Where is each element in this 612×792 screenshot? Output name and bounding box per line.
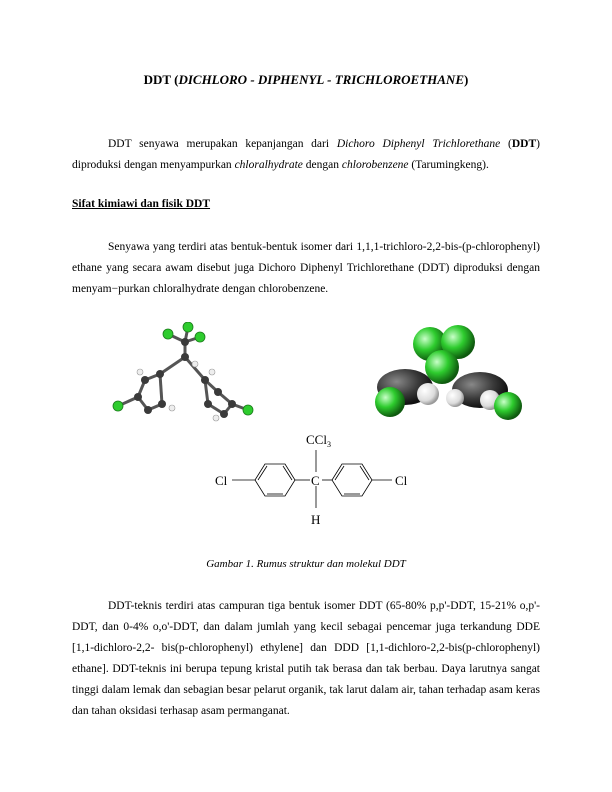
technical-ddt-paragraph: DDT-teknis terdiri atas campuran tiga bentuk isomer DDT (65-80% p,p'-DDT, 15-21% o,p'-DDT, dan 0-4% o,o'-DDT, dan dalam jumlah yang kecil sebagai pencemar juga terkandung DDE [1,1-dichloro-2,2- bis(p-chlorophenyl) ethylene] dan DDD [1,1-dichloro-2,2-bis(p-chlorophenyl) ethane]. DDT-teknis ini berupa tepung kristal putih tak berasa dan tak berbau. Daya larutnya sangat tinggi dalam lemak dan sebagian besar pelarut organik, tak larut dalam air, tahan terhadap asam keras dan tahan oksidasi terhasap asam permanganat. bbox=[72, 600, 540, 717]
chlorine-right-label: Cl bbox=[395, 473, 408, 488]
ccl3-label: CCl$_3$ bbox=[306, 432, 331, 449]
document-title: DDT (DICHLORO - DIPHENYL - TRICHLOROETHANE) bbox=[143, 72, 469, 87]
space-filling-molecule-image bbox=[370, 322, 525, 422]
intro-paragraph: DDT senyawa merupakan kepanjangan dari Dichoro Diphenyl Trichlorethane (DDT) diproduksi dengan menyampurkan chloralhydrate dengan chlorobenzene (Tarumingkeng). bbox=[72, 138, 540, 171]
hydrogen-label: H bbox=[311, 512, 321, 527]
section-heading: Sifat kimiawi dan fisik DDT bbox=[72, 198, 211, 210]
figure-caption: Gambar 1. Rumus struktur dan molekul DDT bbox=[206, 558, 406, 570]
structural-formula-diagram bbox=[210, 428, 420, 528]
properties-paragraph: Senyawa yang terdiri atas bentuk-bentuk isomer dari 1,1,1-trichloro-2,2-bis-(p-chlorophenyl) ethane yang secara awam disebut juga Dichoro Diphenyl Trichlorethane (DDT) diproduksi dengan menyam−purkan chloralhydrate dengan chlorobenzene. bbox=[72, 241, 540, 295]
ball-stick-molecule-image bbox=[100, 322, 270, 422]
chlorine-left-label: Cl bbox=[215, 473, 228, 488]
central-carbon-label: C bbox=[311, 473, 320, 488]
